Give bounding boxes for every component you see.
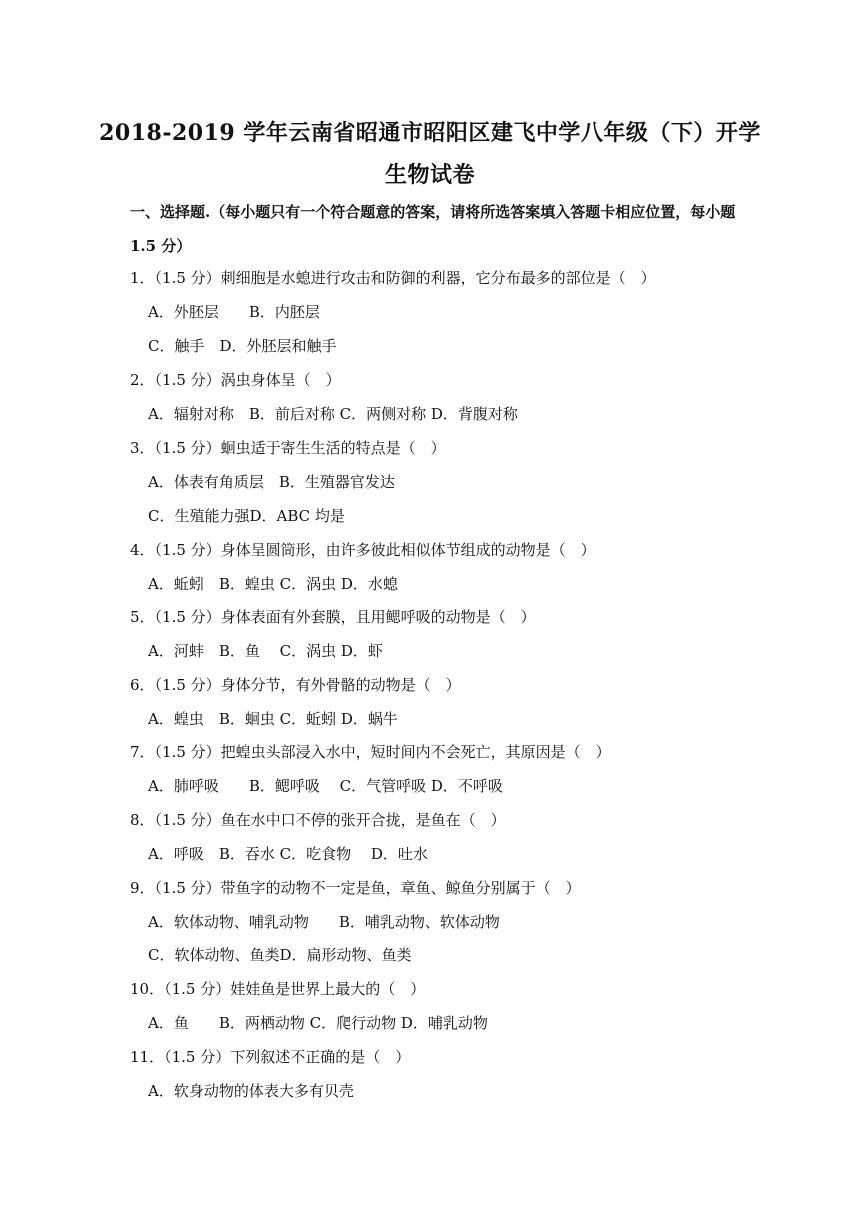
question-1-stem: 1．（1.5 分）刺细胞是水螅进行攻击和防御的利器，它分布最多的部位是（ ） bbox=[130, 269, 656, 287]
question-5-stem: 5．（1.5 分）身体表面有外套膜，且用鳃呼吸的动物是（ ） bbox=[130, 608, 536, 626]
exam-title-line1: 2018-2019 学年云南省昭通市昭阳区建飞中学八年级（下）开学 bbox=[99, 120, 761, 146]
question-8-stem: 8．（1.5 分）鱼在水中口不停的张开合拢，是鱼在（ ） bbox=[130, 811, 506, 829]
question-9-options-row2: C．软体动物、鱼类D．扁形动物、鱼类 bbox=[148, 946, 412, 964]
question-1-options-row1: A．外胚层 B．内胚层 bbox=[148, 303, 320, 321]
question-4-stem: 4．（1.5 分）身体呈圆筒形，由许多彼此相似体节组成的动物是（ ） bbox=[130, 541, 596, 559]
question-7-stem: 7．（1.5 分）把蝗虫头部浸入水中，短时间内不会死亡，其原因是（ ） bbox=[130, 743, 611, 761]
question-8-options-row1: A．呼吸 B．吞水 C．吃食物 D．吐水 bbox=[148, 845, 428, 863]
question-10-options-row1: A．鱼 B．两栖动物 C．爬行动物 D．哺乳动物 bbox=[148, 1014, 488, 1032]
question-3-stem: 3．（1.5 分）蛔虫适于寄生生活的特点是（ ） bbox=[130, 439, 446, 457]
question-1-options-row2: C．触手 D．外胚层和触手 bbox=[148, 337, 337, 355]
exam-title-line2: 生物试卷 bbox=[384, 162, 475, 188]
section-heading: 一、选择题.（每小题只有一个符合题意的答案，请将所选答案填入答题卡相应位置，每小题 1.5 分） bbox=[130, 203, 736, 255]
question-6-options-row1: A．蝗虫 B．蛔虫 C．蚯蚓 D．蜗牛 bbox=[148, 710, 398, 728]
question-5-options-row1: A．河蚌 B．鱼 C．涡虫 D．虾 bbox=[148, 642, 383, 660]
question-9-options-row1: A．软体动物、哺乳动物 B．哺乳动物、软体动物 bbox=[148, 913, 500, 931]
question-11-stem: 11．（1.5 分）下列叙述不正确的是（ ） bbox=[130, 1048, 411, 1066]
question-9-stem: 9．（1.5 分）带鱼字的动物不一定是鱼，章鱼、鲸鱼分别属于（ ） bbox=[130, 879, 581, 897]
question-10-stem: 10．（1.5 分）娃娃鱼是世界上最大的（ ） bbox=[130, 980, 426, 998]
question-6-stem: 6．（1.5 分）身体分节，有外骨骼的动物是（ ） bbox=[130, 676, 461, 694]
question-4-options-row1: A．蚯蚓 B．蝗虫 C．涡虫 D．水螅 bbox=[148, 575, 398, 593]
question-2-stem: 2．（1.5 分）涡虫身体呈（ ） bbox=[130, 371, 341, 389]
question-2-options-row1: A．辐射对称 B．前后对称 C．两侧对称 D．背腹对称 bbox=[148, 405, 518, 423]
question-3-options-row2: C．生殖能力强D．ABC 均是 bbox=[148, 507, 345, 525]
question-11-options-row1: A．软身动物的体表大多有贝壳 bbox=[148, 1082, 354, 1100]
question-7-options-row1: A．肺呼吸 B．鳃呼吸 C．气管呼吸 D．不呼吸 bbox=[148, 777, 503, 795]
question-3-options-row1: A．体表有角质层 B．生殖器官发达 bbox=[148, 473, 395, 491]
